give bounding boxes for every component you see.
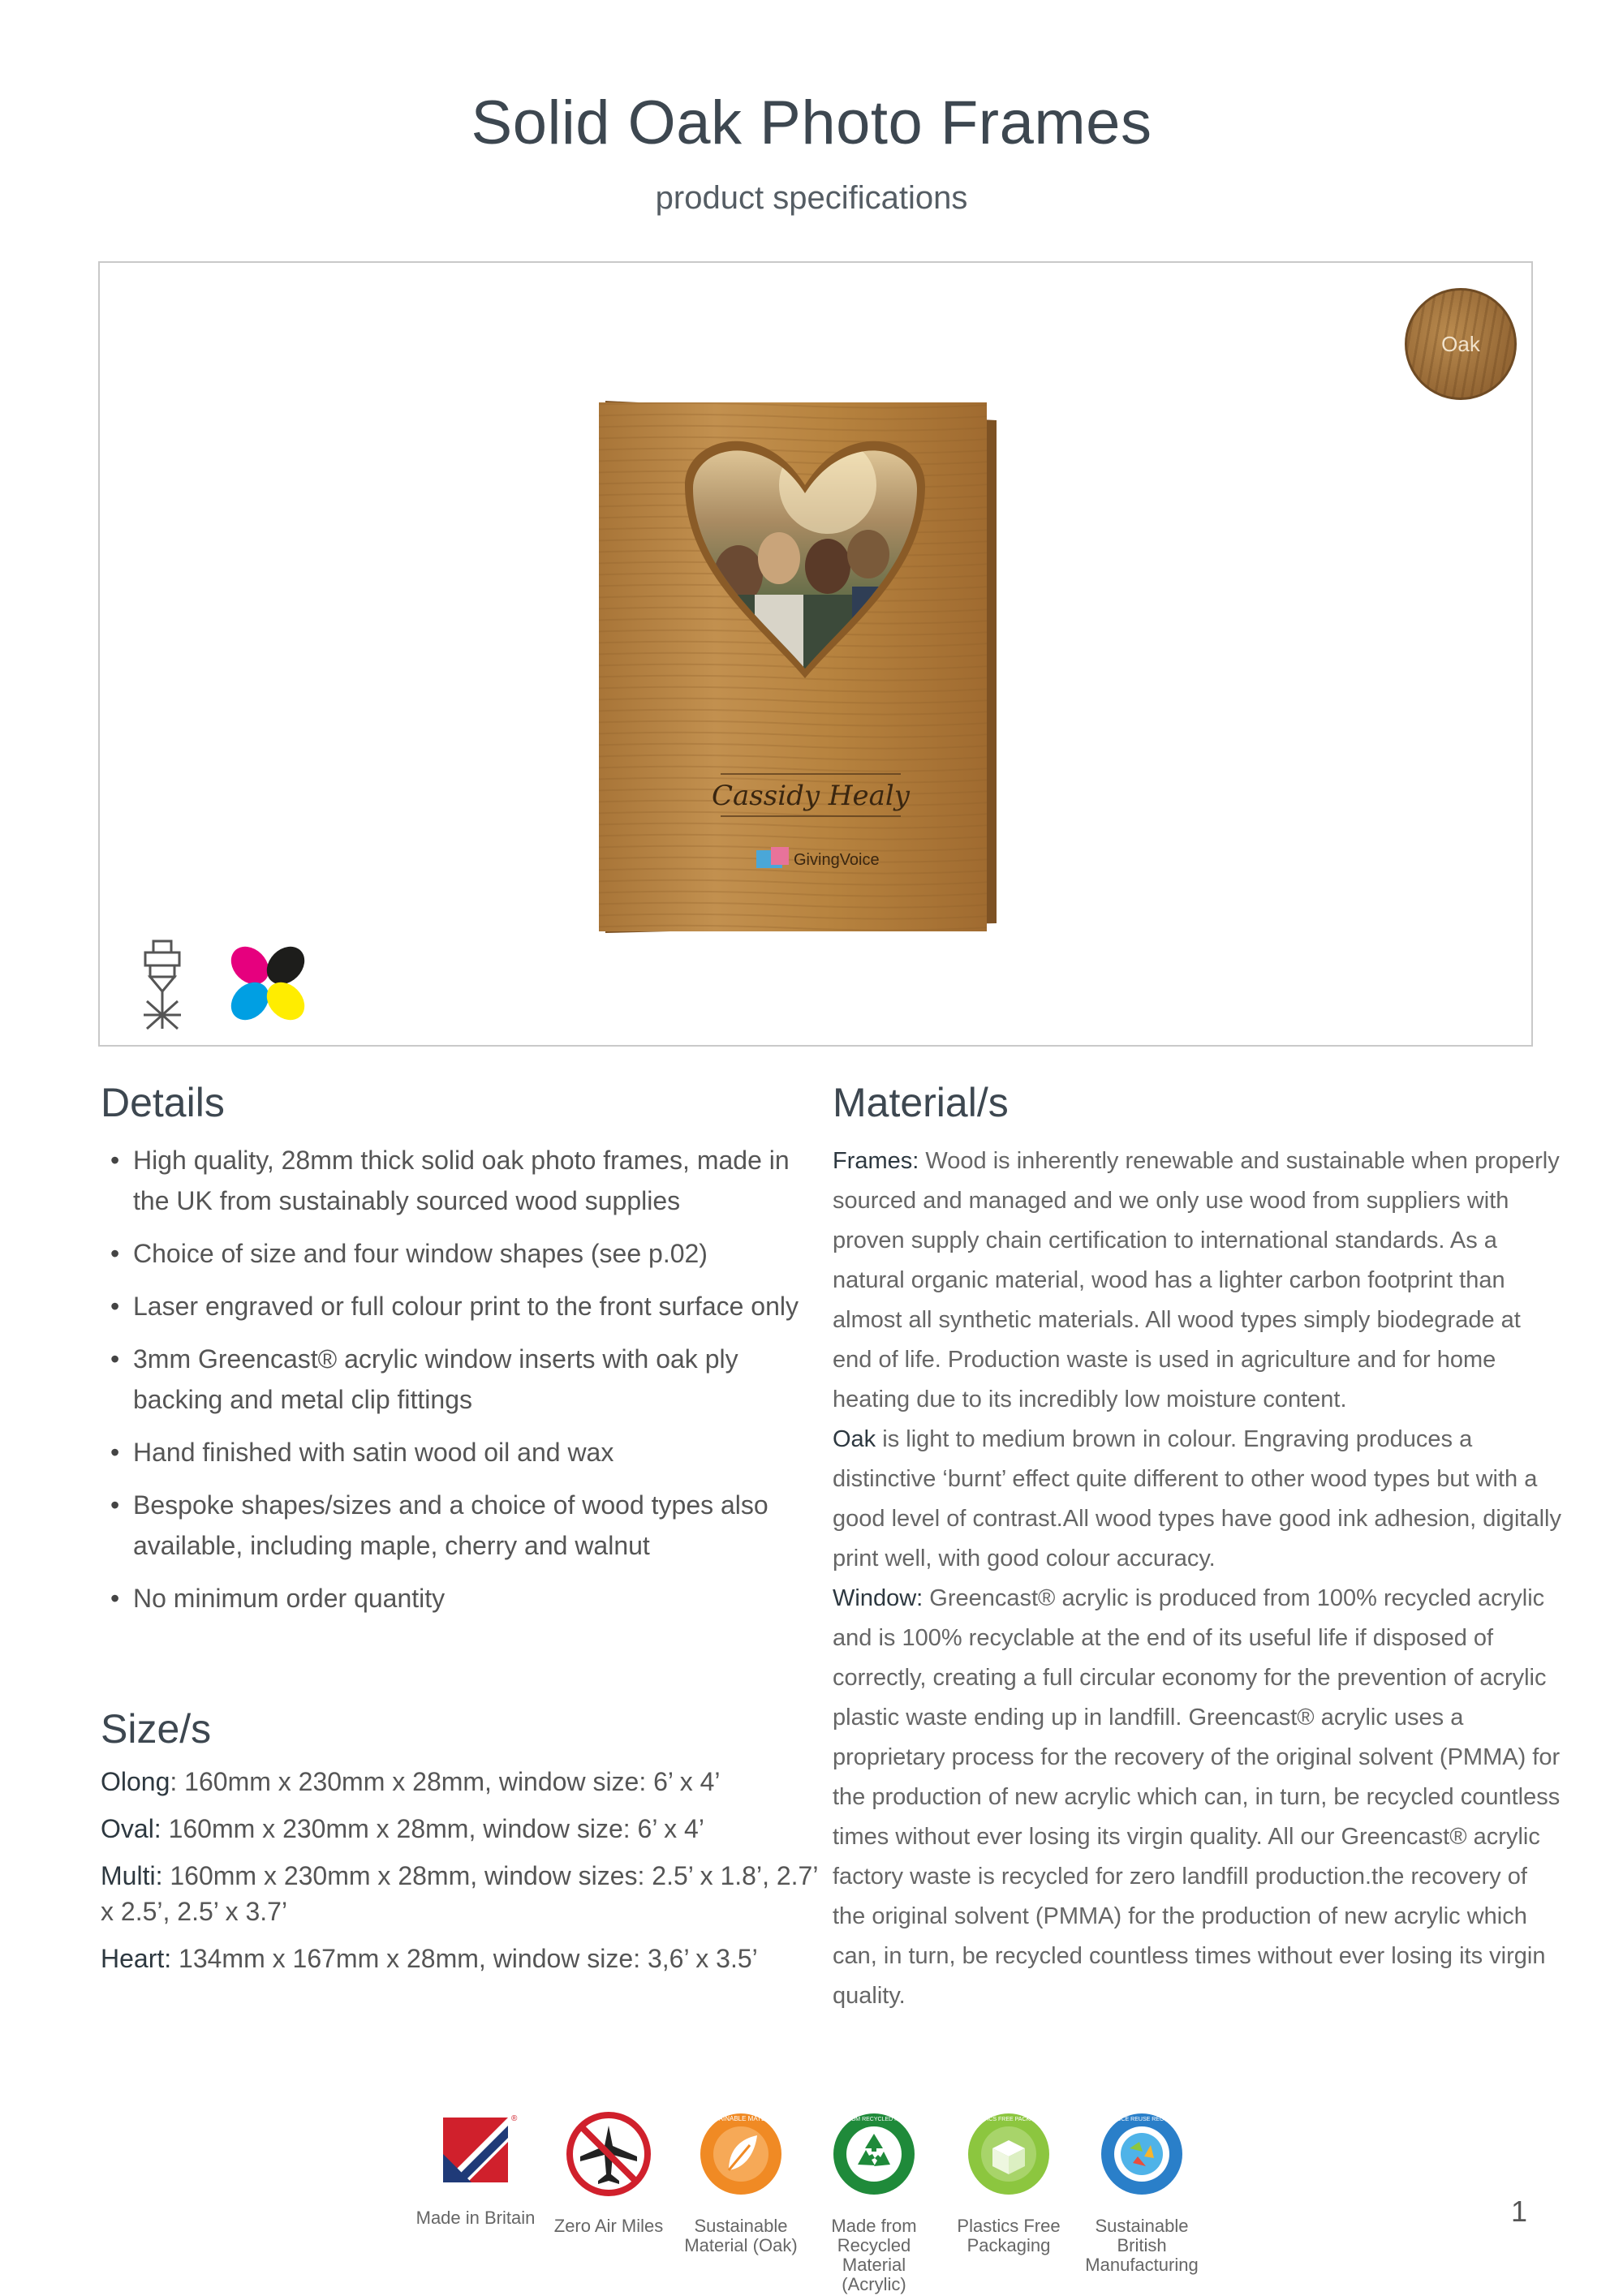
sizes-heading: Size/s xyxy=(101,1706,212,1752)
list-item: • 3mm Greencast® acrylic window inserts with oak ply backing and metal clip fittings xyxy=(101,1339,819,1420)
list-item: • Bespoke shapes/sizes and a choice of wood types also available, including maple, cherry and walnut xyxy=(101,1485,819,1566)
sustainable-manufacturing-icon xyxy=(1097,2109,1186,2199)
materials-heading: Material/s xyxy=(833,1080,1009,1125)
swatch-label: Oak xyxy=(1441,331,1480,356)
laser-engrave-icon xyxy=(134,939,191,1030)
badge-text: SUSTAINABLE MATERIAL xyxy=(701,2115,781,2122)
list-item: • Hand finished with satin wood oil and wax xyxy=(101,1432,819,1473)
zero-air-miles-icon xyxy=(564,2109,653,2199)
materials-text: Frames: Wood is inherently renewable and sustainable when properly sourced and managed and we only use wood from suppliers with proven supply chain certification to international standards. As a natural organic material, wood has a lighter carbon footprint than almost all synthetic materials. All wood types simply biodegrade at end of life. Production waste is used in agriculture and for home heating due to its incredibly low moisture content. Oak is light to medium brown in colour. Engraving produces a distinctive ‘burnt’ effect quite different to other wood types but with a good level of contrast.All wood types have good ink adhesion, digitally print well, with good colour accuracy. Window: Greencast® acrylic is produced from 100% recycled acrylic and is 100% recyclable at the end of its useful life if disposed of correctly, creating a full circular economy for the prevention of acrylic plastic waste ending up in landfill. Greencast® acrylic uses a proprietary process for the recovery of the original solvent (PMMA) for the production of new acrylic which can, in turn, be recycled countless times without ever losing its virgin quality. All our Greencast® acrylic factory waste is recycled for zero landfill production.the recovery of the original solvent (PMMA) for the production of new acrylic which can, in turn, be recycled countless times without ever losing its virgin quality. xyxy=(833,1148,1561,2009)
plastics-free-icon xyxy=(964,2109,1053,2199)
badge-text: MADE FROM RECYCLED MATERIAL xyxy=(825,2117,923,2122)
engraved-logo-text: GivingVoice xyxy=(794,851,880,869)
badge-text: REDUCE REUSE RECYCLE xyxy=(1104,2117,1179,2122)
size-row-oval: Oval: 160mm x 230mm x 28mm, window size: 6’ x 4’ xyxy=(101,1814,704,1843)
list-item: • Laser engraved or full colour print to the front surface only xyxy=(101,1286,819,1326)
badge-text: PLASTICS FREE PACKAGING xyxy=(969,2117,1048,2122)
badge-sustainable-manufacturing: REDUCE REUSE RECYCLE Sustainable British Manufacturing xyxy=(1081,2109,1203,2275)
page-subtitle: product specifications xyxy=(655,180,968,216)
svg-text:®: ® xyxy=(511,2114,518,2123)
size-row-heart: Heart: 134mm x 167mm x 28mm, window size: 3,6’ x 3.5’ xyxy=(101,1944,758,1973)
badge-made-in-britain: ® Made in Britain xyxy=(415,2109,536,2228)
list-item: • High quality, 28mm thick solid oak photo frames, made in the UK from sustainably sourced wood supplies xyxy=(101,1140,819,1221)
list-item: • Choice of size and four window shapes (see p.02) xyxy=(101,1233,819,1274)
oak-label: Oak xyxy=(833,1426,876,1452)
page-number: 1 xyxy=(1511,2195,1528,2228)
product-photo-frame-image xyxy=(584,388,1006,939)
page-title: Solid Oak Photo Frames xyxy=(471,88,1152,157)
cmyk-print-icon xyxy=(227,943,308,1024)
window-label: Window: xyxy=(833,1585,923,1611)
frames-label: Frames: xyxy=(833,1148,919,1174)
badge-plastics-free: PLASTICS FREE PACKAGING Plastics Free Packaging xyxy=(948,2109,1070,2255)
made-in-britain-icon xyxy=(435,2109,516,2191)
recycled-material-icon xyxy=(825,2109,923,2199)
list-item: • No minimum order quantity xyxy=(101,1578,819,1619)
sustainable-material-icon xyxy=(696,2109,786,2199)
details-heading: Details xyxy=(101,1080,225,1125)
badge-sustainable-material: SUSTAINABLE MATERIAL Sustainable Material (Oak) xyxy=(680,2109,802,2255)
badge-zero-air-miles: Zero Air Miles xyxy=(548,2109,669,2236)
details-list xyxy=(101,1140,819,1631)
size-row-multi: Multi: 160mm x 230mm x 28mm, window sizes: 2.5’ x 1.8’, 2.7’ x 2.5’, 2.5’ x 3.7’ xyxy=(101,1861,818,1926)
oak-swatch xyxy=(1405,288,1517,400)
badge-recycled-material: MADE FROM RECYCLED MATERIAL Made from Recycled Material (Acrylic) xyxy=(813,2109,935,2294)
sizes-list xyxy=(101,1764,819,1988)
size-row-olong: Olong: 160mm x 230mm x 28mm, window size: 6’ x 4’ xyxy=(101,1767,721,1796)
engraved-name: Cassidy Healy xyxy=(712,780,910,812)
